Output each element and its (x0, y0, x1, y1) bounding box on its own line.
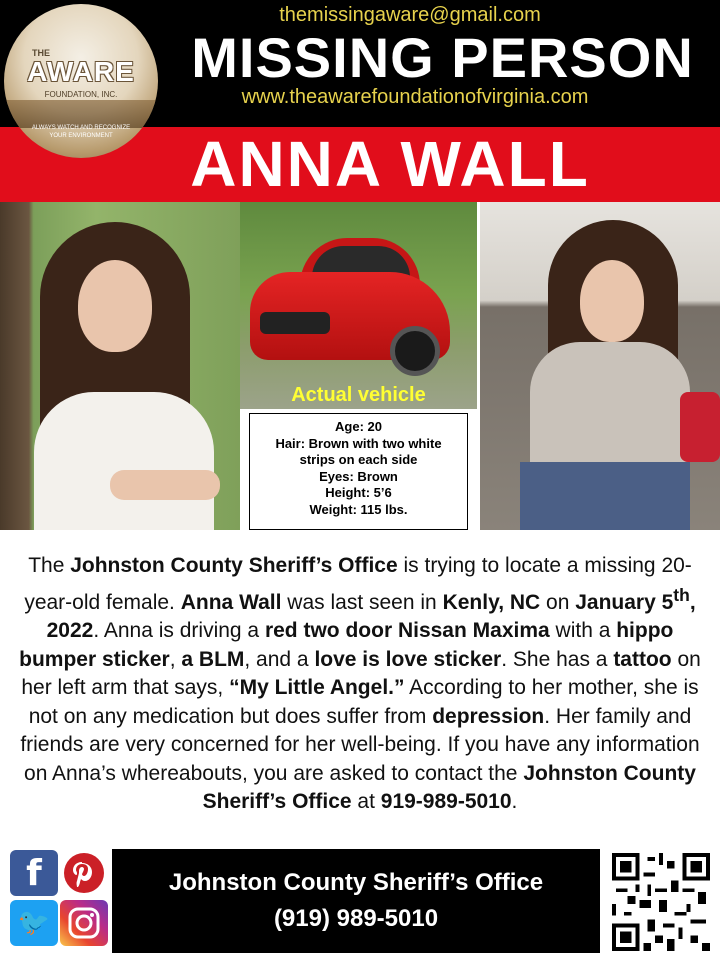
missing-person-name: ANNA WALL (190, 128, 590, 200)
case-description: The Johnston County Sheriff’s Office is trying to locate a missing 20-year-old female. Anna Wall was last seen in Kenly, NC on January 5th, 2022. Anna is driving a red two door Nissan Maxima with a hippo bumper sticker, a BLM, and a love is love sticker. She has a tattoo on her left arm that says, “My Little Angel.” According to her mother, she is not on any medication but does suffer from depression. Her family and friends are very concerned for her well-being. If you have any information on Anna’s whereabouts, you are asked to contact the Johnston County Sheriff’s Office at 919-989-5010. (19, 554, 701, 813)
stat-age: Age: 20 (335, 419, 382, 434)
facebook-icon[interactable]: f (10, 850, 58, 896)
website-url: www.theawarefoundationofvirginia.com (241, 86, 589, 108)
stat-height: Height: 5’6 (325, 485, 392, 500)
aware-foundation-logo (4, 4, 158, 158)
logo-text-aware: AWARE (27, 56, 135, 87)
footer-org-name: Johnston County Sheriff’s Office (168, 869, 544, 896)
stat-eyes: Eyes: Brown (319, 468, 398, 484)
headline: MISSING PERSON (191, 26, 694, 89)
footer-phone[interactable]: (919) 989-5010 (273, 905, 439, 932)
twitter-icon[interactable]: 🐦 (10, 900, 58, 946)
photo-person-right (480, 202, 720, 530)
red-pillow (680, 392, 720, 462)
physical-description (249, 413, 468, 530)
contact-email: themissingaware@gmail.com (279, 4, 541, 26)
photo-vehicle (240, 202, 477, 409)
pinterest-logo (62, 851, 106, 895)
vehicle-caption: Actual vehicle (291, 384, 426, 406)
pinterest-icon[interactable] (60, 850, 108, 896)
instagram-logo (67, 906, 101, 940)
photo-person-left (0, 202, 240, 530)
car-grille (260, 312, 330, 334)
logo-text-the: THE (32, 48, 50, 58)
stat-hair-line-2: strips on each side (299, 452, 418, 467)
qr-code[interactable] (612, 853, 710, 951)
stat-hair-line-1: Hair: Brown with two white (275, 435, 442, 451)
stat-weight: Weight: 115 lbs. (309, 501, 408, 517)
instagram-icon[interactable] (60, 900, 108, 946)
logo-text-foundation: FOUNDATION, INC. (44, 90, 118, 99)
jeans (520, 462, 690, 530)
car-wheel (390, 326, 440, 376)
footer-contact-box (112, 849, 600, 953)
logo-tagline: ALWAYS WATCH AND RECOGNIZE YOUR ENVIRONMENT (31, 125, 131, 139)
